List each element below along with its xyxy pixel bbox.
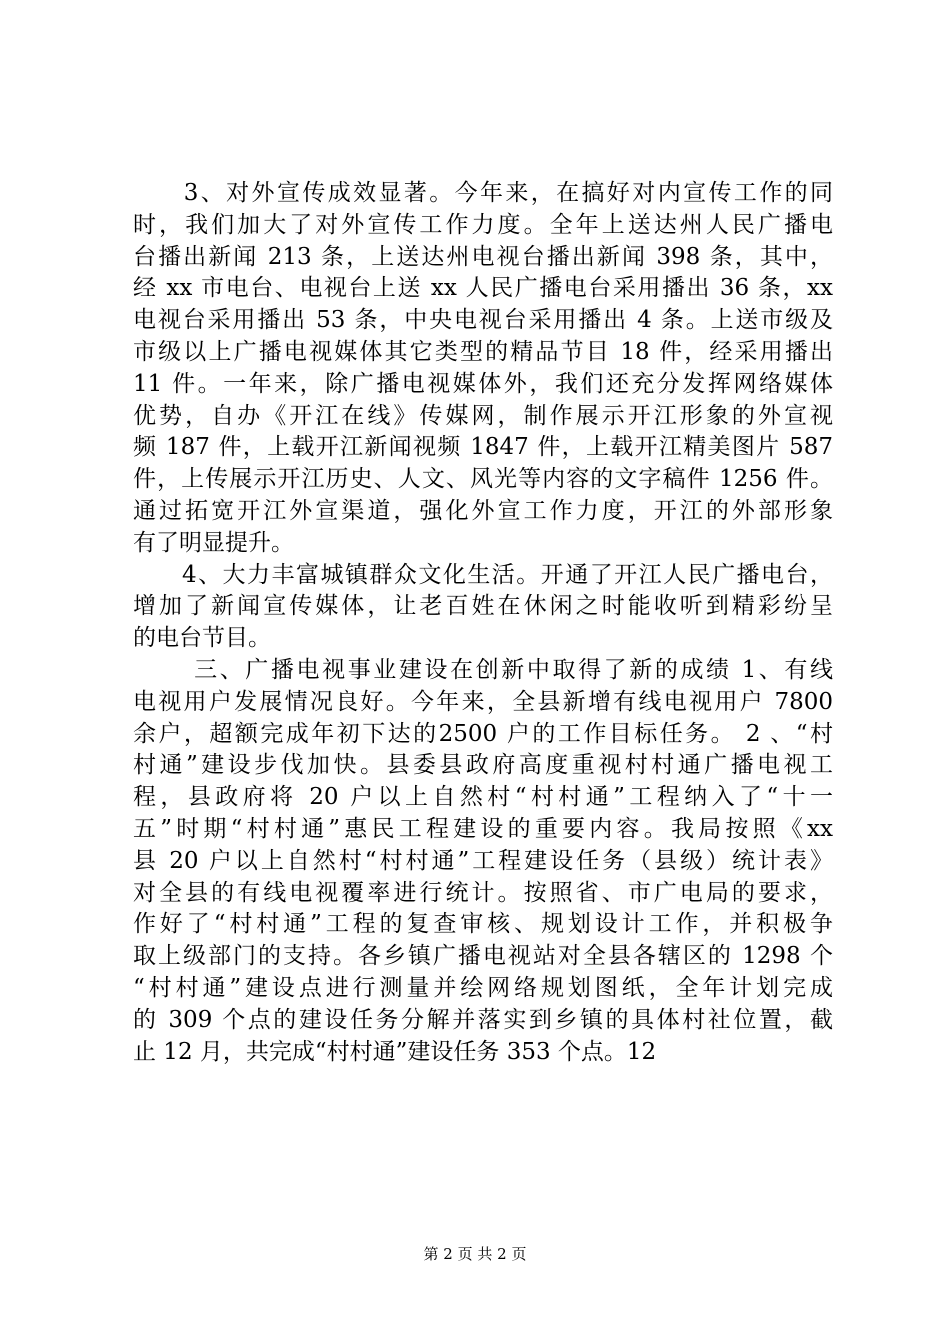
- text-line: 增加了新闻宣传媒体，让老百姓在休闲之时能收听到精彩纷呈: [133, 593, 833, 620]
- text-line: 件，上传展示开江历史、人文、风光等内容的文字稿件 1256 件。: [133, 466, 833, 493]
- text-line: 作好了“村村通”工程的复查审核、规划设计工作，并积极争: [133, 911, 833, 938]
- text-line: 止 12 月，共完成“村村通”建设任务 353 个点。12: [133, 1038, 657, 1065]
- text-line: 通过拓宽开江外宣渠道，强化外宣工作力度，开江的外部形象: [133, 497, 833, 524]
- text-line: 电视台采用播出 53 条，中央电视台采用播出 4 条。上送市级及: [133, 307, 833, 334]
- text-line: 经 xx 市电台、电视台上送 xx 人民广播电台采用播出 36 条，xx: [133, 275, 833, 302]
- text-line: “村村通”建设点进行测量并绘网络规划图纸，全年计划完成: [133, 974, 833, 1001]
- text-line: 村通”建设步伐加快。县委县政府高度重视村村通广播电视工: [133, 752, 833, 779]
- text-line: 4、大力丰富城镇群众文化生活。开通了开江人民广播电台，: [133, 561, 833, 588]
- text-line: 对全县的有线电视覆率进行统计。按照省、市广电局的要求，: [133, 879, 833, 906]
- text-line: 市级以上广播电视媒体其它类型的精品节目 18 件，经采用播出: [133, 338, 833, 365]
- text-line: 县 20 户以上自然村“村村通”工程建设任务（县级）统计表》: [133, 847, 833, 874]
- text-line: 时，我们加大了对外宣传工作力度。全年上送达州人民广播电: [133, 211, 833, 238]
- text-line: 五”时期“村村通”惠民工程建设的重要内容。我局按照《xx: [133, 815, 833, 842]
- body-text: [133, 178, 833, 1068]
- text-line: 程，县政府将 20 户以上自然村“村村通”工程纳入了“十一: [133, 784, 833, 811]
- page-number-footer: 第 2 页 共 2 页: [423, 1245, 527, 1263]
- text-line: 取上级部门的支持。各乡镇广播电视站对全县各辖区的 1298 个: [133, 943, 833, 970]
- text-line: 11 件。一年来，除广播电视媒体外，我们还充分发挥网络媒体: [133, 370, 833, 397]
- text-line: 的电台节目。: [133, 625, 271, 652]
- text-line: 电视用户发展情况良好。今年来，全县新增有线电视用户 7800: [133, 688, 833, 715]
- text-line: 3、对外宣传成效显著。今年来，在搞好对内宣传工作的同: [133, 180, 833, 206]
- text-line: 的 309 个点的建设任务分解并落实到乡镇的具体村社位置，截: [133, 1006, 833, 1033]
- text-line: 优势，自办《开江在线》传媒网，制作展示开江形象的外宣视: [133, 402, 833, 429]
- text-line: 频 187 件，上载开江新闻视频 1847 件，上载开江精美图片 587: [133, 434, 833, 461]
- text-line: 三、广播电视事业建设在创新中取得了新的成绩 1、有线: [133, 656, 833, 683]
- text-line: 台播出新闻 213 条，上送达州电视台播出新闻 398 条，其中，: [133, 243, 833, 270]
- text-line: 余户，超额完成年初下达的2500 户的工作目标任务。 2 、“村: [133, 720, 833, 747]
- text-line: 有了明显提升。: [133, 529, 294, 556]
